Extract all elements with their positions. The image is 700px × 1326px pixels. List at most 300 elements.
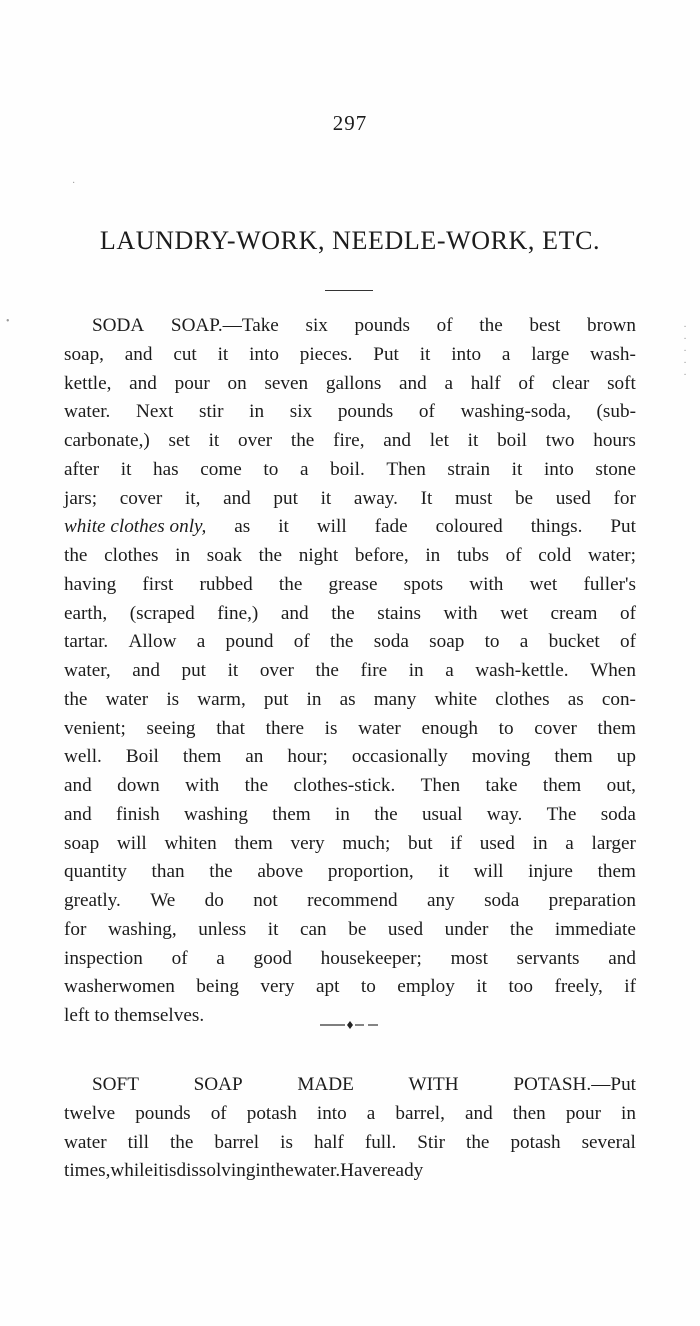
word: finish [116, 803, 160, 825]
word: is [280, 1131, 293, 1153]
text-line [64, 427, 636, 456]
word: and [124, 343, 153, 365]
word: injure [528, 861, 573, 883]
word: them [597, 861, 636, 883]
word: soda [373, 631, 409, 653]
word: wash-kettle. [475, 660, 569, 681]
paragraph-soft-soap [64, 1071, 636, 1186]
word: the [270, 1160, 294, 1182]
text-line [64, 715, 636, 744]
word: wet [500, 602, 528, 624]
word: the [466, 1131, 490, 1153]
word: do [204, 890, 224, 911]
word: Put [373, 343, 399, 365]
word: usual [421, 803, 463, 825]
word: them [542, 775, 582, 796]
word: and [64, 775, 92, 796]
section-ornament [318, 1018, 382, 1032]
word: clear [552, 372, 590, 394]
word: washing-soda, [460, 401, 571, 423]
word: soap [429, 631, 465, 653]
word: but [408, 832, 433, 854]
word: employ [397, 976, 455, 998]
word: very [290, 832, 325, 854]
word: left to themselves. [64, 1005, 205, 1026]
word: well. [64, 746, 102, 768]
word: a [444, 372, 454, 394]
word: potash [510, 1131, 561, 1153]
word: is [166, 688, 180, 710]
word: several [581, 1131, 636, 1153]
word: of [518, 372, 535, 394]
page-number: 297 [332, 111, 368, 135]
word: can [300, 918, 327, 940]
word: washerwomen [64, 976, 175, 998]
word: used [387, 918, 424, 940]
word: tubs [456, 545, 489, 566]
word: SODA [92, 315, 145, 336]
word: fire [360, 660, 388, 681]
word: will [116, 832, 147, 854]
word: with [185, 775, 220, 796]
text-line [64, 1157, 636, 1186]
title-rule [325, 290, 373, 291]
word: the [331, 602, 355, 624]
word: six [289, 401, 313, 423]
word: enough [421, 717, 478, 739]
word: pounds [135, 1102, 191, 1124]
word: much; [342, 832, 391, 854]
word: it [320, 487, 332, 509]
word: the [290, 430, 315, 451]
word: them [272, 803, 311, 825]
word: whiten [164, 832, 217, 854]
word: pounds [337, 401, 394, 423]
word: it [278, 516, 289, 538]
text-line [64, 772, 636, 801]
word: Allow [128, 631, 177, 653]
text-line [64, 542, 636, 571]
word: before, [354, 545, 409, 566]
word: clothes [104, 545, 159, 566]
text-line [64, 456, 636, 485]
word: grease [328, 573, 378, 595]
word: coloured [435, 516, 503, 538]
word: for [64, 918, 87, 940]
word: fade [374, 516, 408, 538]
word: pieces. [299, 343, 353, 365]
word: and [464, 1102, 493, 1124]
word: water [358, 717, 401, 739]
word: soft [607, 372, 636, 394]
word: spots [403, 573, 444, 595]
word: the [330, 631, 354, 653]
word: will [316, 516, 347, 538]
word: it [120, 458, 132, 480]
word: SOAP.—Take [170, 315, 279, 336]
word: seven [264, 372, 309, 394]
word: too [508, 976, 533, 998]
word: the [209, 861, 233, 883]
word: ready [380, 1160, 424, 1182]
word: boil [497, 430, 527, 451]
word: and [399, 372, 427, 394]
word: to [484, 631, 500, 653]
word: barrel [214, 1131, 260, 1153]
text-line [64, 600, 636, 629]
word: in [425, 545, 441, 566]
word: cover [119, 487, 163, 509]
word: apt [315, 976, 340, 998]
word: water, [64, 660, 111, 681]
word: fine,) [217, 602, 259, 624]
word: it [438, 861, 449, 883]
word: on [227, 372, 247, 394]
word: there [265, 717, 304, 739]
word: down [117, 775, 160, 796]
word: above [257, 861, 304, 883]
word: carbonate,) [64, 430, 150, 451]
word: preparation [548, 890, 636, 911]
word: it [476, 976, 487, 998]
word: of [436, 315, 453, 336]
word: When [590, 660, 636, 681]
word: that [216, 717, 245, 739]
word: clothes-stick. [293, 775, 396, 796]
text-line [64, 312, 636, 341]
word: it [419, 343, 431, 365]
word: and [132, 660, 160, 681]
word: a [299, 458, 309, 480]
word: water. [64, 401, 111, 423]
word: till [127, 1131, 149, 1153]
word: fire, [333, 430, 365, 451]
word: in [255, 1160, 271, 1182]
text-line [64, 1071, 636, 1100]
word: half [470, 372, 501, 394]
word: a [565, 832, 574, 854]
word: it [511, 458, 523, 480]
word: a [216, 947, 225, 969]
text-line [64, 513, 636, 542]
word: after [64, 458, 100, 480]
word: in [621, 1102, 636, 1124]
word: used [479, 832, 515, 854]
word: any [427, 890, 455, 911]
word: if [450, 832, 462, 854]
text-line [64, 830, 636, 859]
word: and [129, 372, 157, 394]
word: with [443, 602, 478, 624]
word: them [234, 832, 273, 854]
word: most [450, 947, 488, 969]
word: take [485, 775, 518, 796]
word: for [613, 487, 636, 509]
text-line [64, 1100, 636, 1129]
ornament-diamond-icon [347, 1021, 353, 1029]
word: Then [386, 458, 426, 480]
word: washing, [107, 918, 177, 940]
word: to [498, 717, 514, 739]
word: gallons [325, 372, 382, 394]
word: unless [198, 918, 247, 940]
word: way. [486, 803, 523, 825]
word: kettle, [64, 372, 112, 394]
word: hours [593, 430, 636, 451]
word: in [532, 832, 548, 854]
word: it [153, 1160, 164, 1182]
word: MADE [297, 1074, 354, 1095]
word: as [339, 688, 356, 710]
word: come [200, 458, 242, 480]
text-line [64, 628, 636, 657]
word: having [64, 573, 117, 595]
word: and [280, 602, 309, 624]
word: venient; [64, 717, 126, 739]
word: freely, [554, 976, 603, 998]
word: Boil [125, 746, 159, 768]
word: boil. [330, 458, 365, 480]
word: out, [606, 775, 636, 796]
text-line [64, 485, 636, 514]
word: as [234, 516, 251, 538]
word: let [429, 430, 449, 451]
text-line [64, 571, 636, 600]
word: a [196, 631, 206, 653]
word: be [348, 918, 367, 940]
text-line [64, 1129, 636, 1158]
margin-speck-right: · · · · · [683, 322, 687, 381]
word: than [151, 861, 185, 883]
word: and [64, 803, 92, 825]
word: and [608, 947, 636, 969]
word: WITH [408, 1074, 459, 1095]
word: put [273, 487, 298, 509]
word: large [531, 343, 570, 365]
word: six [305, 315, 328, 336]
word: a [519, 631, 529, 653]
word: will [473, 861, 504, 883]
word: half [313, 1131, 344, 1153]
word: SOFT [92, 1074, 139, 1095]
word: in [306, 688, 322, 710]
word: potash [246, 1102, 297, 1124]
word: to [263, 458, 279, 480]
word: the [374, 803, 398, 825]
word: greatly. [64, 890, 121, 911]
word: into [451, 343, 482, 365]
word: Then [420, 775, 461, 796]
word: dissolving [176, 1160, 256, 1182]
word: of [505, 545, 522, 566]
word: cold [538, 545, 572, 566]
word: occasionally [351, 746, 448, 768]
word: under [444, 918, 489, 940]
margin-speck-top: · [72, 178, 76, 189]
word: the [479, 315, 503, 336]
text-line [64, 686, 636, 715]
word: very [260, 976, 295, 998]
word: the [64, 545, 88, 566]
word: warm, [197, 688, 246, 710]
word: into [249, 343, 279, 365]
word: strain [447, 458, 491, 480]
word: clothes [495, 688, 550, 710]
word: jars; [64, 487, 98, 509]
word: the [244, 775, 269, 796]
word: the [258, 545, 283, 566]
word: away. [353, 487, 398, 509]
word: set [168, 430, 190, 451]
word: over [238, 430, 273, 451]
word: pour [174, 372, 210, 394]
word: white clothes only, [64, 516, 207, 538]
word: a [445, 660, 454, 681]
word: times, [64, 1160, 111, 1182]
word: being [196, 976, 239, 998]
word: be [514, 487, 534, 509]
word: twelve [64, 1102, 116, 1124]
word: barrel, [395, 1102, 445, 1124]
word: cover [534, 717, 577, 739]
word: wash- [590, 343, 636, 365]
word: a [501, 343, 511, 365]
text-line [64, 657, 636, 686]
word: over [259, 660, 294, 681]
word: then [512, 1102, 546, 1124]
word: not [253, 890, 278, 911]
word: to [360, 976, 376, 998]
word: white [434, 688, 478, 710]
word: We [150, 890, 176, 911]
text-line [64, 743, 636, 772]
word: recommend [307, 890, 398, 911]
word: stir [198, 401, 224, 423]
word: up [616, 746, 636, 768]
word: POTASH.—Put [513, 1074, 636, 1095]
word: it [267, 918, 279, 940]
text-line [64, 398, 636, 427]
margin-speck-left: • [6, 316, 10, 327]
word: the [315, 660, 339, 681]
word: pounds [354, 315, 410, 336]
word: washing [184, 803, 248, 825]
word: moving [471, 746, 531, 768]
word: Have [340, 1160, 381, 1182]
text-line [64, 341, 636, 370]
word: housekeeper; [320, 947, 422, 969]
word: water [105, 688, 149, 710]
word: of [293, 631, 310, 653]
word: fuller's [583, 573, 636, 595]
word: It [420, 487, 433, 509]
word: of [210, 1102, 227, 1124]
word: of [620, 631, 636, 653]
word: as [567, 688, 584, 710]
word: Put [610, 516, 636, 538]
word: night [298, 545, 339, 566]
word: used [555, 487, 591, 509]
word: proportion, [327, 861, 414, 883]
word: and [223, 487, 251, 509]
word: it [227, 660, 239, 681]
word: stone [595, 458, 636, 480]
word: Stir [417, 1131, 445, 1153]
word: water; [587, 545, 636, 566]
word: of [619, 602, 636, 624]
word: has [153, 458, 179, 480]
word: larger [591, 832, 636, 854]
word: put [181, 660, 207, 681]
chapter-title: LAUNDRY-WORK, NEEDLE-WORK, ETC. [99, 226, 601, 255]
word: immediate [554, 918, 636, 940]
word: full. [364, 1131, 397, 1153]
word: inspection [64, 947, 143, 969]
word: it, [184, 487, 201, 509]
word: into [543, 458, 574, 480]
word: many [373, 688, 417, 710]
text-line [64, 370, 636, 399]
word: into [316, 1102, 347, 1124]
text-line [64, 887, 636, 916]
word: water [64, 1131, 107, 1153]
word: them [597, 717, 636, 739]
word: it [208, 430, 220, 451]
word: brown [586, 315, 636, 336]
word: tartar. [64, 631, 109, 653]
word: cream [550, 602, 598, 624]
word: in [408, 660, 424, 681]
word: is [324, 717, 338, 739]
word: pour [565, 1102, 601, 1124]
word: it [467, 430, 479, 451]
word: must [454, 487, 493, 509]
text-line [64, 973, 636, 1002]
text-line [64, 801, 636, 830]
word: bucket [548, 631, 600, 653]
word: SOAP [193, 1074, 243, 1095]
word: hour; [287, 746, 328, 768]
word: good [253, 947, 292, 969]
word: if [624, 976, 636, 998]
text-line [64, 945, 636, 974]
word: soap, [64, 343, 104, 365]
word: stains [377, 602, 421, 624]
word: seeing [146, 717, 196, 739]
word: in [175, 545, 191, 566]
word: with [469, 573, 504, 595]
word: (sub- [596, 401, 636, 423]
word: an [245, 746, 264, 768]
word: a [366, 1102, 376, 1124]
word: water. [293, 1160, 341, 1182]
word: is [163, 1160, 177, 1182]
word: rubbed [199, 573, 253, 595]
word: in [334, 803, 350, 825]
word: Next [136, 401, 174, 423]
word: earth, [64, 602, 108, 624]
word: things. [530, 516, 583, 538]
word: best [529, 315, 561, 336]
word: two [545, 430, 575, 451]
word: first [142, 573, 174, 595]
word: soap [64, 832, 100, 854]
word: of [418, 401, 435, 423]
word: (scraped [129, 602, 195, 624]
word: pound [225, 631, 274, 653]
word: and [383, 430, 411, 451]
word: soda [600, 803, 636, 825]
